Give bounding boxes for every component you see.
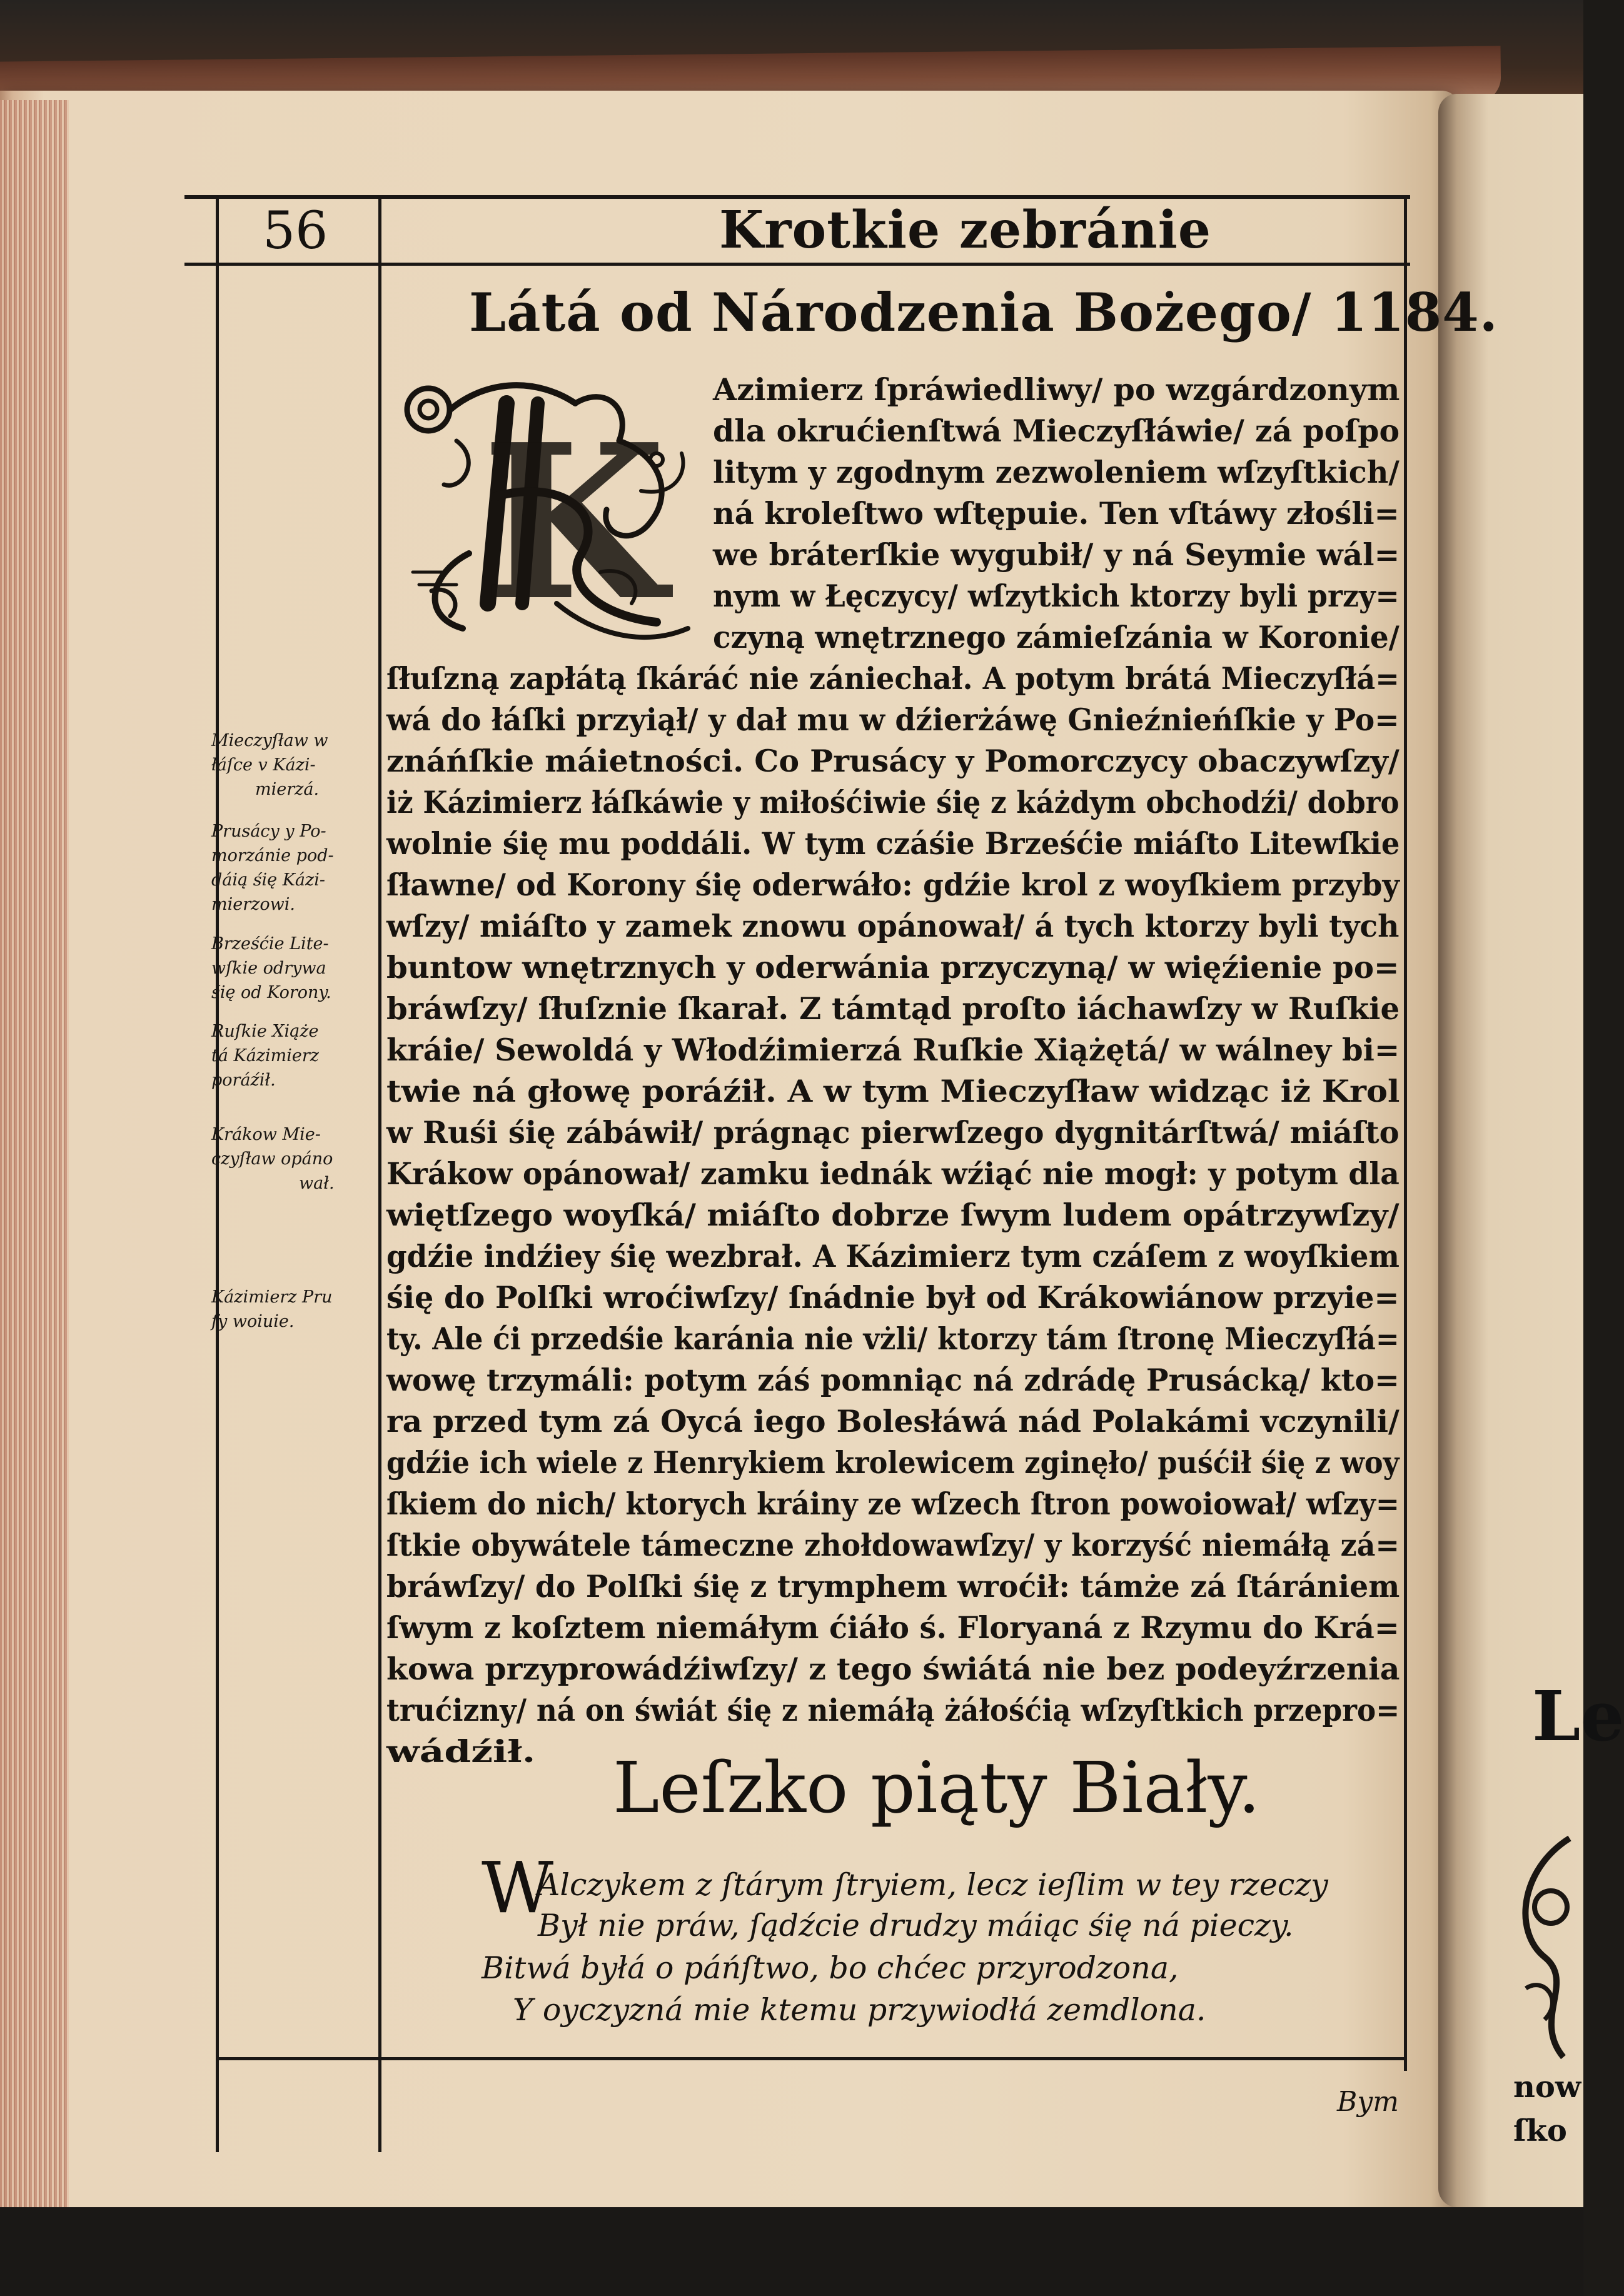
facing-page-ornament	[1507, 1832, 1582, 2070]
background-shadow	[0, 2207, 1583, 2296]
body-line: dla okrućienſtwá Mieczyſłáwie/ zá poſpo	[713, 413, 1400, 449]
margin-note	[211, 1122, 380, 1196]
body-line: ſwym z koſztem niemáłym ćiáło ś. Floryaná z Rzymu do Krá=	[386, 1609, 1400, 1646]
body-line: kowa przyprowádźiwſzy/ z tego świátá nie bez podeyźrzenia	[386, 1651, 1400, 1687]
margin-note-line: Brześćie Lite-	[211, 934, 329, 954]
body-line: wſzy/ miáſto y zamek znowu opánował/ á tych ktorzy byli tych	[386, 908, 1400, 944]
body-line: ty. Ale ći przedśie karánia nie vżli/ ktorzy tám ſtronę Mieczyſłá=	[386, 1321, 1400, 1357]
verse-line: Był nie práw, ſądźcie drudzy máiąc śię ná pieczy.	[538, 1908, 1294, 1943]
section-title: Leſzko piąty Biały.	[613, 1748, 1261, 1829]
body-line: trućizny/ ná on świát śię z niemáłą żáłośćią wſzyſtkich przepro=	[386, 1692, 1400, 1728]
frame-rule-top	[184, 195, 1410, 199]
body-line: ſłuſzną zapłátą ſkáráć nie zániechał. A potym brátá Mieczyſłá=	[386, 660, 1400, 697]
body-line: buntow wnętrznych y oderwánia przyczyną/ w więźienie po=	[386, 949, 1400, 985]
margin-note	[211, 819, 380, 917]
margin-note-line: Mieczyſław w	[211, 731, 328, 750]
frame-rule-right	[1404, 195, 1407, 2071]
catchword: Bym	[1337, 2086, 1399, 2118]
margin-note-line: Krákow Mie-	[211, 1125, 321, 1144]
drop-cap-letter: K	[482, 398, 667, 648]
verse-line: Alczykem z ſtárym ſtryiem, lecz ieſlim w tey rzeczy	[538, 1867, 1328, 1903]
body-line: twie ná głowę poráźił. A w tym Mieczyſław widząc iż Krol	[386, 1073, 1400, 1109]
body-line: litym y zgodnym zezwoleniem wſzyſtkich/	[713, 454, 1400, 490]
body-line: nym w Łęczycy/ wſzytkich ktorzy byli przy=	[713, 578, 1400, 614]
body-line: ná kroleſtwo wſtępuie. Ten vſtáwy złośli=	[713, 495, 1400, 531]
body-line: bráwſzy/ ſłuſznie ſkarał. Z támtąd proſto iáchawſzy w Ruſkie	[386, 990, 1400, 1027]
verse-line: Y oyczyzná mie ktemu przywiodłá zemdlona.	[513, 1992, 1206, 2028]
facing-page-fragment: ſko	[1513, 2113, 1567, 2148]
margin-note-line: łáſce v Kázi-	[211, 755, 316, 775]
page-edges	[0, 100, 69, 2207]
year-heading: Látá od Národzenia Bożego/ 1184.	[469, 281, 1498, 343]
body-line: ſtkie obywátele támeczne zhołdowawſzy/ y korzyść niemáłą zá=	[386, 1527, 1400, 1563]
body-line: więtſzego woyſká/ miáſto dobrze ſwym ludem opátrzywſzy/	[386, 1197, 1400, 1233]
body-line: gdźie indźiey śię wezbrał. A Kázimierz tym czáſem z woyſkiem	[386, 1238, 1400, 1274]
body-line: w Ruśi śię zábáwił/ prágnąc pierwſzego dygnitárſtwá/ miáſto	[386, 1114, 1400, 1151]
verse-initial: W	[482, 1848, 554, 1929]
margin-note-line: mierzowi.	[211, 895, 295, 914]
margin-note-line: Ruſkie Xiąże	[211, 1022, 319, 1041]
facing-page-fragment: Le	[1532, 1676, 1624, 1756]
facing-page-fragment: now	[1513, 2070, 1581, 2105]
page-number: 56	[263, 201, 328, 261]
body-line: ſkiem do nich/ ktorych kráiny ze wſzech ſtron powoiował/ wſzy=	[386, 1486, 1400, 1522]
body-line: wowę trzymáli: potym záś pomniąc ná zdrádę Prusácką/ kto=	[386, 1362, 1400, 1398]
running-head: Krotkie zebránie	[719, 200, 1212, 260]
body-line: ra przed tym zá Oycá iego Bolesłáwá nád Polakámi vczynili/	[386, 1403, 1400, 1439]
margin-note	[211, 728, 380, 802]
body-line: wá do łáſki przyiął/ y dał mu w dźierżáwę Gnieźnieńſkie y Po=	[386, 702, 1400, 738]
frame-rule-bottom	[216, 2057, 1407, 2060]
margin-note-line: wſkie odrywa	[211, 959, 326, 978]
margin-note-line: mierzá.	[255, 780, 320, 799]
margin-note-line: morzánie pod-	[211, 846, 334, 865]
body-line: iż Kázimierz łáſkáwie y miłośćiwie śię z káżdym obchodźi/ dobro	[386, 784, 1400, 820]
body-line: śię do Polſki wroćiwſzy/ ſnádnie był od Krákowiánow przyie=	[386, 1279, 1400, 1316]
body-line: wolnie śię mu poddáli. W tym czáśie Brześćie miáſto Litewſkie	[386, 825, 1400, 862]
drop-cap-ornament	[394, 366, 707, 653]
margin-note-line: śię od Korony.	[211, 983, 331, 1002]
facing-page	[1438, 94, 1624, 2207]
body-line: znáńſkie máietności. Co Prusácy y Pomorczycy obaczywſzy/	[386, 743, 1400, 779]
body-line: bráwſzy/ do Polſki śię z trymphem wroćił: támże zá ſtárániem	[386, 1568, 1400, 1604]
margin-note-line: dáią śię Kázi-	[211, 870, 325, 890]
verse-line: Bitwá byłá o páńſtwo, bo chćec przyrodzona,	[482, 1950, 1179, 1986]
margin-note-line: Kázimierz Pru	[211, 1287, 333, 1307]
margin-note-line: wał.	[299, 1174, 335, 1193]
margin-note-line: ſy woiuie.	[211, 1312, 295, 1331]
body-line: ſławne/ od Korony śię oderwáło: gdźie krol z woyſkiem przyby	[386, 867, 1400, 903]
margin-note-line: tá Kázimierz	[211, 1046, 320, 1065]
body-line: Azimierz ſpráwiedliwy/ po wzgárdzonym	[713, 371, 1400, 408]
body-line: kráie/ Sewoldá y Włodźimierzá Ruſkie Xiążętá/ w wálney bi=	[386, 1032, 1400, 1068]
margin-note-line: Prusácy y Po-	[211, 822, 326, 841]
margin-note-line: czyſław opáno	[211, 1149, 333, 1169]
body-line: we bráterſkie wygubił/ y ná Seymie wál=	[713, 536, 1400, 573]
margin-note	[211, 932, 380, 1005]
body-line: Krákow opánował/ zamku iednák wźiąć nie mogł: y potym dla	[386, 1156, 1400, 1192]
body-line: wádźił.	[386, 1733, 536, 1770]
body-line: gdźie ich wiele z Henrykiem krolewicem zginęło/ puśćił śię z woy	[386, 1444, 1400, 1481]
margin-note	[211, 1285, 380, 1334]
body-line: czyną wnętrznego zámieſzánia w Koronie/	[713, 619, 1400, 655]
margin-note	[211, 1019, 380, 1092]
frame-rule-header	[184, 263, 1410, 266]
margin-note-line: poráźił.	[211, 1070, 276, 1090]
